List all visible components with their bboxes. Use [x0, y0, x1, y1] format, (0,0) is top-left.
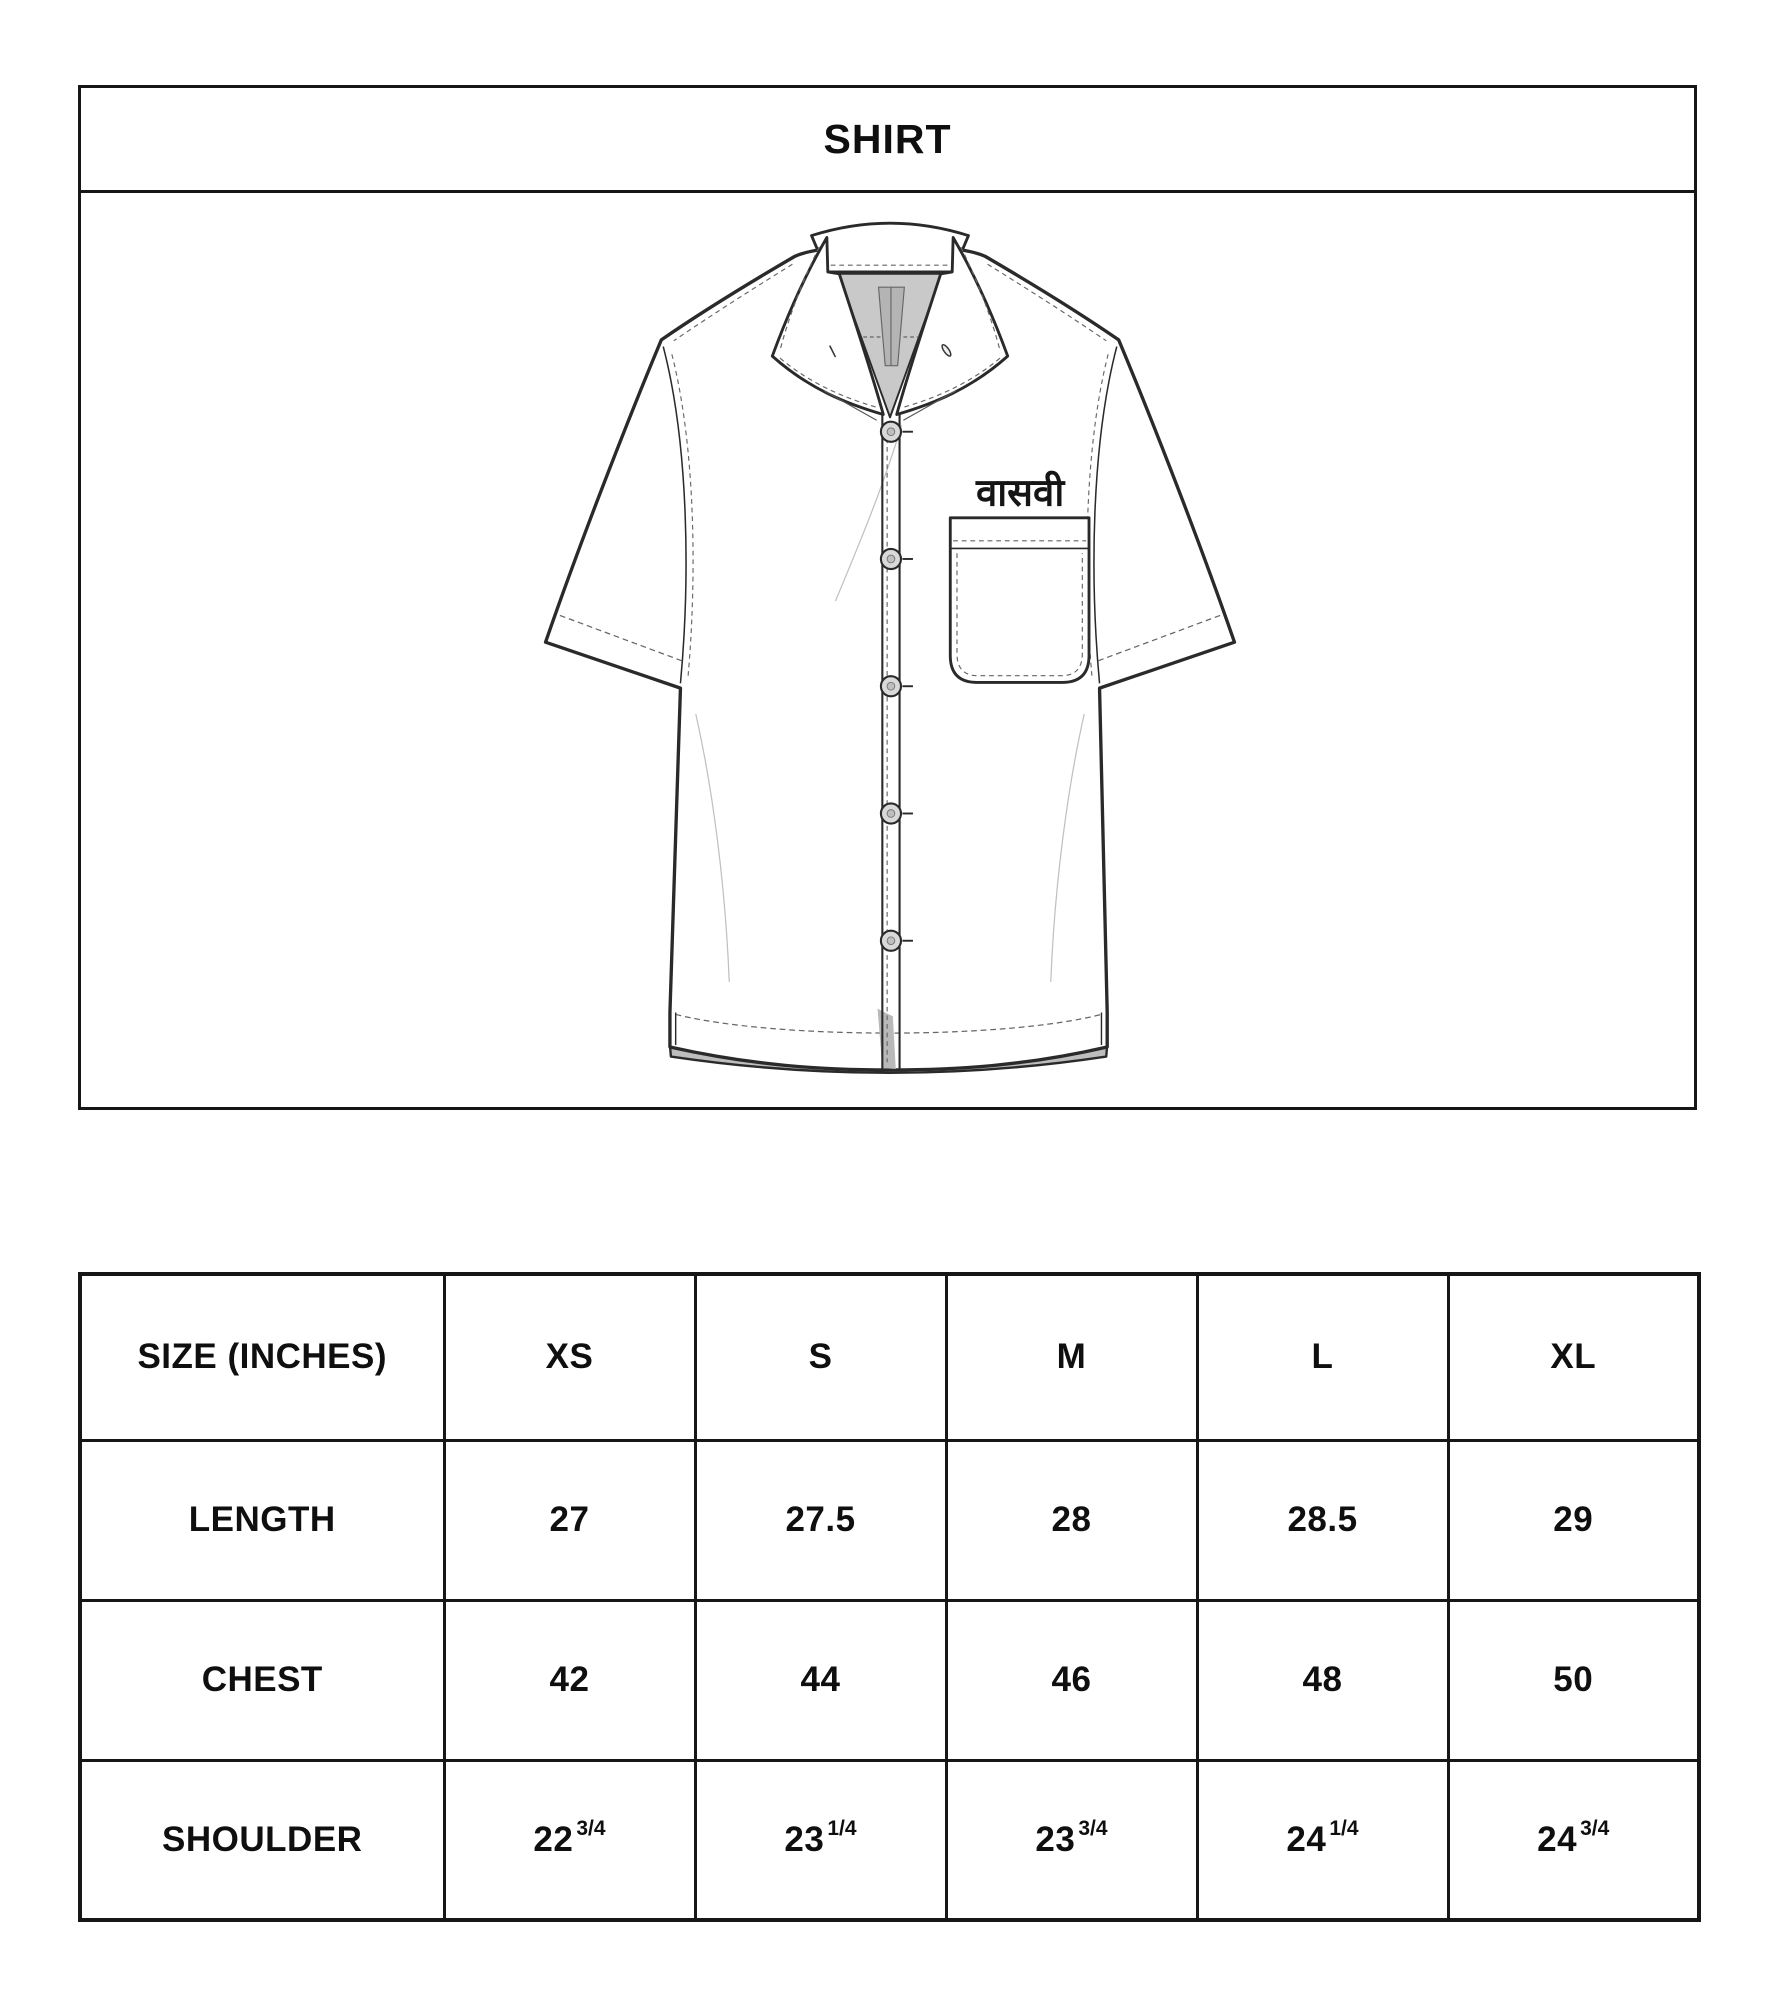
cell-length-l: 28.5	[1197, 1440, 1448, 1600]
size-col-xl: XL	[1448, 1274, 1699, 1440]
shoulder-fraction: 1/4	[827, 1816, 857, 1840]
shirt-technical-drawing	[469, 197, 1311, 1097]
cell-shoulder-xl	[1448, 1760, 1699, 1920]
shoulder-value: 24	[1537, 1819, 1578, 1859]
cell-length-m: 28	[946, 1440, 1197, 1600]
size-table	[78, 1272, 1701, 1922]
cell-shoulder-s	[695, 1760, 946, 1920]
size-col-l: L	[1197, 1274, 1448, 1440]
row-label-shoulder: SHOULDER	[80, 1760, 444, 1920]
shoulder-value: 23	[784, 1819, 825, 1859]
size-table-header-row	[80, 1274, 1699, 1440]
cell-chest-s: 44	[695, 1600, 946, 1760]
size-table-row-length	[80, 1440, 1699, 1600]
shoulder-value: 22	[533, 1819, 574, 1859]
size-col-m: M	[946, 1274, 1197, 1440]
size-table-row-chest	[80, 1600, 1699, 1760]
cell-chest-xl: 50	[1448, 1600, 1699, 1760]
cell-shoulder-m	[946, 1760, 1197, 1920]
brand-logo-text: वासवी	[976, 470, 1065, 516]
size-col-s: S	[695, 1274, 946, 1440]
back-collar	[812, 223, 969, 272]
cell-length-xs: 27	[444, 1440, 695, 1600]
size-table-row-shoulder	[80, 1760, 1699, 1920]
cell-chest-l: 48	[1197, 1600, 1448, 1760]
diagram-area	[81, 193, 1694, 1107]
row-label-length: LENGTH	[80, 1440, 444, 1600]
cell-shoulder-xs	[444, 1760, 695, 1920]
cell-length-xl: 29	[1448, 1440, 1699, 1600]
shoulder-fraction: 3/4	[576, 1816, 606, 1840]
size-col-xs: XS	[444, 1274, 695, 1440]
cell-chest-xs: 42	[444, 1600, 695, 1760]
cell-shoulder-l	[1197, 1760, 1448, 1920]
shirt-diagram-panel	[78, 85, 1697, 1110]
diagram-title: SHIRT	[81, 88, 1694, 193]
shoulder-fraction: 3/4	[1580, 1816, 1610, 1840]
shoulder-fraction: 1/4	[1329, 1816, 1359, 1840]
size-unit-header: SIZE (INCHES)	[80, 1274, 444, 1440]
row-label-chest: CHEST	[80, 1600, 444, 1760]
shoulder-value: 24	[1286, 1819, 1327, 1859]
shoulder-value: 23	[1035, 1819, 1076, 1859]
shoulder-fraction: 3/4	[1078, 1816, 1108, 1840]
cell-chest-m: 46	[946, 1600, 1197, 1760]
cell-length-s: 27.5	[695, 1440, 946, 1600]
chest-pocket	[950, 518, 1089, 683]
